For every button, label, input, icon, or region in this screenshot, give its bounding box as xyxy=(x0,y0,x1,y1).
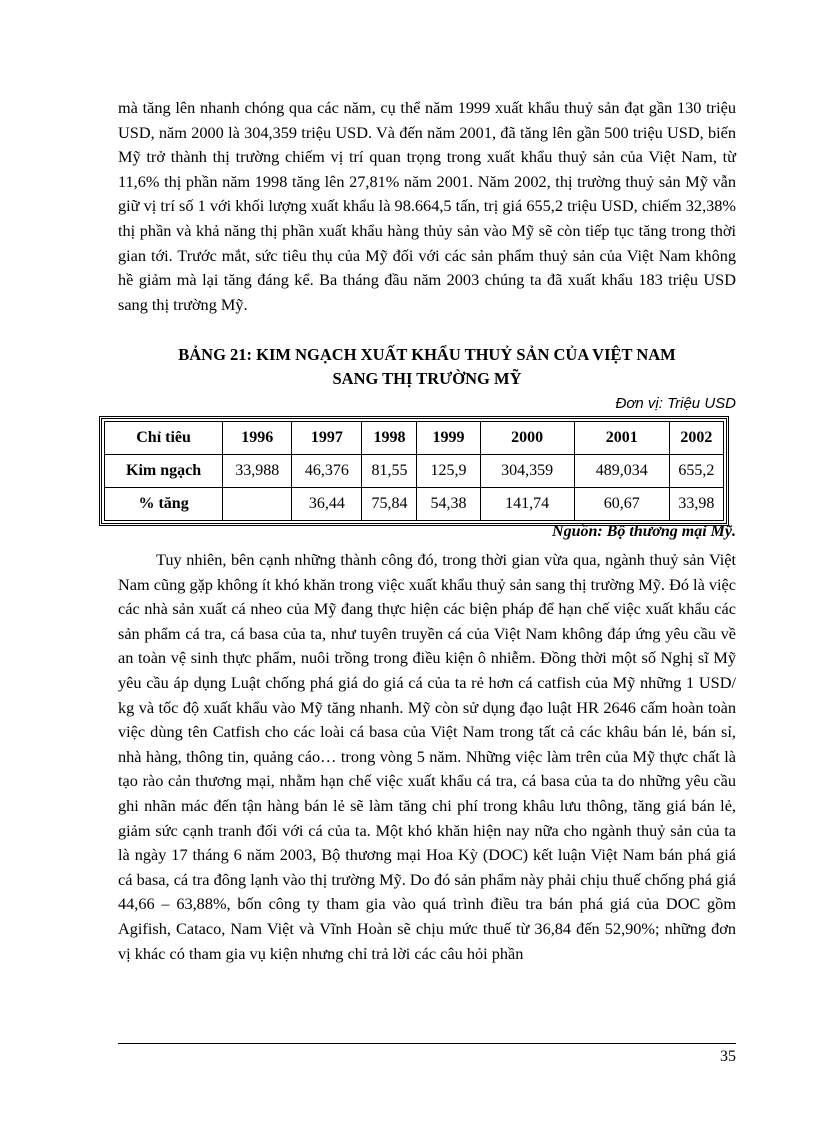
header-cell: 1998 xyxy=(362,422,417,455)
header-cell: 1999 xyxy=(417,422,480,455)
table-header-row xyxy=(105,422,724,455)
table-cell: 46,376 xyxy=(292,455,362,488)
body-paragraph-2: Tuy nhiên, bên cạnh những thành công đó, trong thời gian vừa qua, ngành thuỷ sản Việt Nam cũng gặp không ít khó khăn trong việc xuất khẩu thuỷ sản sang thị trường Mỹ. Đó là việc các nhà sản xuất cá nheo của Mỹ đang thực hiện các biện pháp để hạn chế việc xuất khẩu các sản phẩm cá tra, cá basa của ta, như tuyên truyền cá của Việt Nam không đáp ứng yêu cầu về an toàn vệ sinh thực phẩm, nuôi trồng trong điều kiện ô nhiễm. Đồng thời một số Nghị sĩ Mỹ yêu cầu áp dụng Luật chống phá giá do giá cá của ta rẻ hơn cá catfish của Mỹ những 1 USD/ kg và tốc độ xuất khẩu vào Mỹ tăng nhanh. Mỹ còn sử dụng đạo luật HR 2646 cấm hoàn toàn việc dùng tên Catfish cho các loài cá basa của Việt Nam trong tất cả các khâu bán lẻ, bán sỉ, nhà hàng, thông tin, quảng cáo… trong vòng 5 năm. Những việc làm trên của Mỹ thực chất là tạo rào cản thương mại, nhằm hạn chế việc xuất khẩu cá tra, cá basa của ta do những yêu cầu ghi nhãn mác đến tận hàng bán lẻ sẽ làm tăng chi phí trong khâu lưu thông, tăng giá bán lẻ, giảm sức cạnh tranh đối với cá của ta. Một khó khăn hiện nay nữa cho ngành thuỷ sản của ta là ngày 17 tháng 6 năm 2003, Bộ thương mại Hoa Kỳ (DOC) kết luận Việt Nam bán phá giá cá basa, cá tra đông lạnh vào thị trường Mỹ. Do đó sản phẩm này phải chịu thuế chống phá giá 44,66 – 63,88%, bốn công ty tham gia vào quá trình điều tra bán phá giá của DOC gồm Agifish, Cataco, Nam Việt và Vĩnh Hoàn sẽ chịu mức thuế từ 36,84 đến 52,90%; những đơn vị khác có tham gia vụ kiện nhưng chỉ trả lời các câu hỏi phần xyxy=(118,550,736,963)
table-cell: 33,98 xyxy=(669,488,723,521)
export-table-frame xyxy=(99,416,729,526)
page-number: 35 xyxy=(720,1048,736,1065)
row-label: Kim ngạch xyxy=(105,455,223,488)
table-cell: 75,84 xyxy=(362,488,417,521)
table-row-turnover xyxy=(105,455,724,488)
table-cell: 81,55 xyxy=(362,455,417,488)
header-cell: Chỉ tiêu xyxy=(105,422,223,455)
table-cell: 125,9 xyxy=(417,455,480,488)
row-label: % tăng xyxy=(105,488,223,521)
table-cell: 36,44 xyxy=(292,488,362,521)
body-paragraph-1: mà tăng lên nhanh chóng qua các năm, cụ thể năm 1999 xuất khẩu thuỷ sản đạt gần 130 triệu USD, năm 2000 là 304,359 triệu USD. Và đến năm 2001, đã tăng lên gần 500 triệu USD, biến Mỹ trở thành thị trường chiếm vị trí quan trọng trong xuất khẩu thuỷ sản của Việt Nam, từ 11,6% thị phần năm 1998 tăng lên 27,81% năm 2001. Năm 2002, thị trường thuỷ sản Mỹ vẫn giữ vị trí số 1 với khối lượng xuất khẩu là 98.664,5 tấn, trị giá 655,2 triệu USD, chiếm 32,38% thị phần và khả năng thị phần xuất khẩu hàng thủy sản vào Mỹ sẽ còn tiếp tục tăng trong thời gian tới. Trước mắt, sức tiêu thụ của Mỹ đối với các sản phẩm thuỷ sản của Việt Nam không hề giảm mà lại tăng đáng kể. Ba tháng đầu năm 2003 chúng ta đã xuất khẩu 183 triệu USD sang thị trường Mỹ. xyxy=(118,98,736,314)
table-cell: 33,988 xyxy=(223,455,292,488)
table-unit: Đơn vị: Triệu USD xyxy=(615,395,736,412)
table-title-line-2: SANG THỊ TRƯỜNG MỸ xyxy=(332,369,522,388)
table-cell: 141,74 xyxy=(480,488,574,521)
header-cell: 1996 xyxy=(223,422,292,455)
header-cell: 2001 xyxy=(574,422,669,455)
header-cell: 2002 xyxy=(669,422,723,455)
table-source: Nguồn: Bộ thương mại Mỹ. xyxy=(552,523,736,540)
table-cell: 54,38 xyxy=(417,488,480,521)
header-cell: 1997 xyxy=(292,422,362,455)
table-cell: 60,67 xyxy=(574,488,669,521)
table-cell: 304,359 xyxy=(480,455,574,488)
table-row-growth xyxy=(105,488,724,521)
header-cell: 2000 xyxy=(480,422,574,455)
table-cell: 655,2 xyxy=(669,455,723,488)
table-cell: 489,034 xyxy=(574,455,669,488)
table-title-line-1: BẢNG 21: KIM NGẠCH XUẤT KHẨU THUỶ SẢN CỦA VIỆT NAM xyxy=(178,345,676,364)
footer-divider xyxy=(118,1043,736,1044)
export-table xyxy=(104,421,724,521)
table-cell xyxy=(223,488,292,521)
